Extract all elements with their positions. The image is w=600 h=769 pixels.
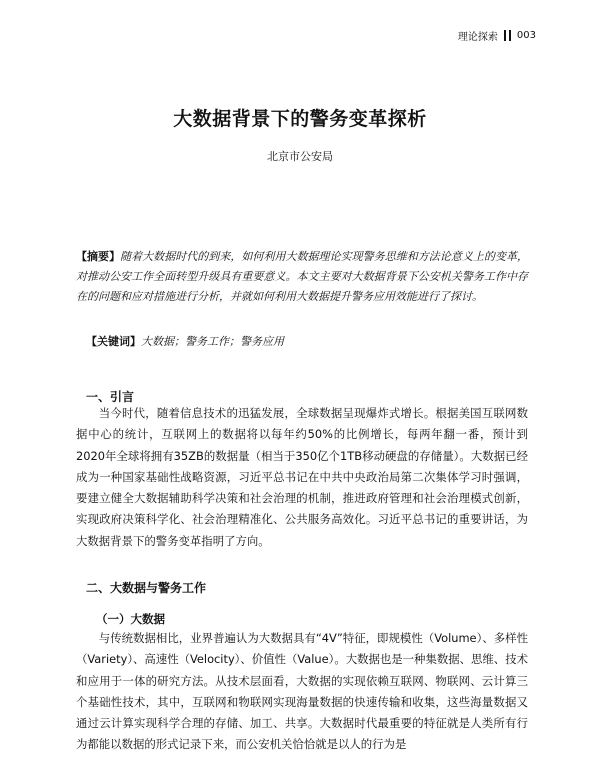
keywords-label: 【关键词】 xyxy=(86,335,141,348)
section-heading-big-data-policing: 二、大数据与警务工作 xyxy=(86,581,207,595)
keywords xyxy=(86,333,526,351)
keywords-text: 大数据；警务工作；警务应用 xyxy=(141,335,284,348)
header-section-label: 理论探索 xyxy=(457,32,498,43)
big-data-paragraph: 与传统数据相比，业界普遍认为大数据具有“4V”特征，即规模性（Volume）、多样性（Variety）、高速性（Velocity）、价值性（Value）。大数据也是一种集数据、思维、技术和应用于一体的研究方法。从技术层面看，大数据的实现依赖互联网、物联网、云计算三个基础性技术，其中，互联网和物联网实现海量数据的快速传输和收集，这些海量数据又通过云计算实现科学合理的存储、加工、共享。大数据时代最重要的特征就是人类所有行为都能以数据的形式记录下来，而公安机关恰恰就是以人的行为是 xyxy=(76,631,528,752)
introduction-paragraph: 当今时代，随着信息技术的迅猛发展，全球数据呈现爆炸式增长。根据美国互联网数据中心的统计，互联网上的数据将以每年约50%的比例增长，每两年翻一番，预计到2020年全球将拥有35ZB的数据量（相当于350亿个1TB移动硬盘的存储量）。大数据已经成为一种国家基础性战略资源，习近平总书记在中共中央政治局第二次集体学习时强调，要建立健全大数据辅助科学决策和社会治理的机制，推进政府管理和社会治理模式创新，实现政府决策科学化、社会治理精准化、公共服务高效化。习近平总书记的重要讲话，为大数据背景下的警务变革指明了方向。 xyxy=(76,406,528,548)
subsection-heading-big-data: （一）大数据 xyxy=(96,612,165,626)
section-heading-introduction: 一、引言 xyxy=(86,390,135,404)
header-divider-icon xyxy=(504,30,511,41)
page-number: 003 xyxy=(516,30,536,41)
article-title: 大数据背景下的警务变革探析 xyxy=(173,108,427,130)
article-author: 北京市公安局 xyxy=(267,150,333,163)
running-header xyxy=(458,28,536,43)
abstract-text: 随着大数据时代的到来，如何利用大数据理论实现警务思维和方法论意义上的变革，对推动公安工作全面转型升级具有重要意义。本文主要对大数据背景下公安机关警务工作中存在的问题和应对措施进行分析，并就如何利用大数据提升警务应用效能进行了探讨。 xyxy=(76,250,529,303)
abstract xyxy=(76,247,528,307)
abstract-label: 【摘要】 xyxy=(76,250,121,263)
